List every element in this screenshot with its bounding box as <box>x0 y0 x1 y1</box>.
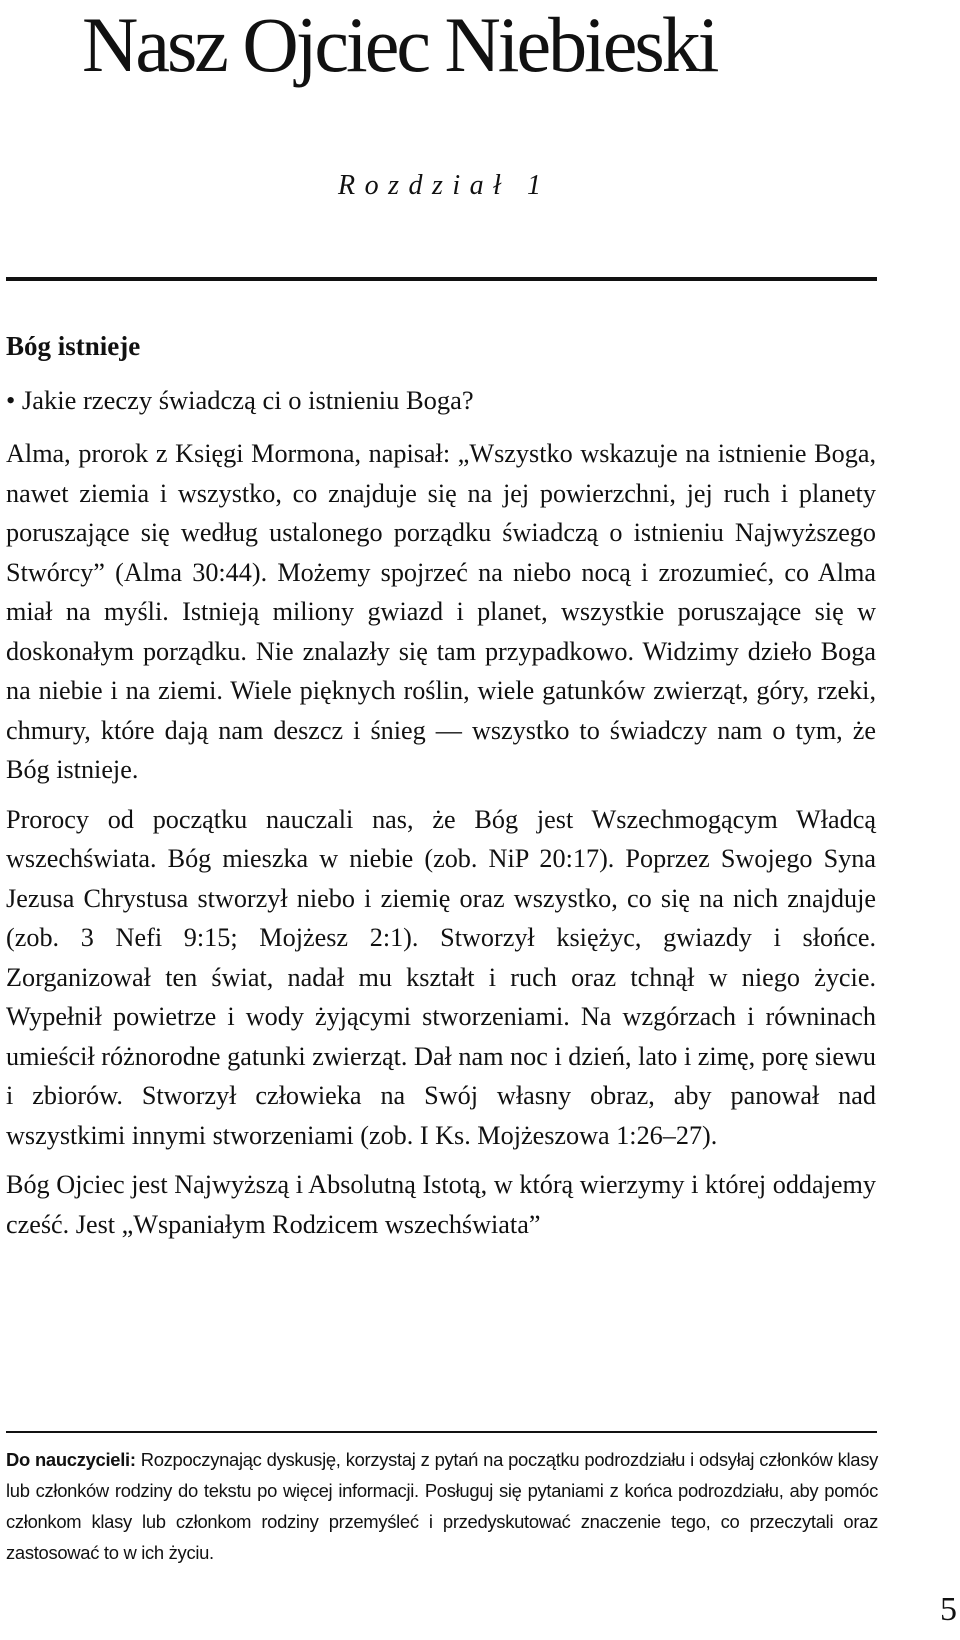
page-title: Nasz Ojciec Niebieski <box>82 1 717 88</box>
body-paragraph: Prorocy od początku nauczali nas, że Bóg jest Wszechmogącym Władcą wszechświata. Bóg mieszka w niebie (zob. NiP 20:17). Poprzez Swojego Syna Jezusa Chrystusa stworzył niebo i ziemię oraz wszystko, co się na nich znajduje (zob. 3 Nefi 9:15; Mojżesz 2:1). Stworzył księżyc, gwiazdy i słońce. Zorganizował ten świat, nadał mu kształt i ruch oraz tchnął w niego życie. Wypełnił powietrze i wody żyjącymi stworzeniami. Na wzgórzach i równinach umieścił różnorodne gatunki zwierząt. Dał nam noc i dzień, lato i zimę, porę siewu i zbiorów. Stworzył człowieka na Swój własny obraz, aby panował nad wszystkimi innymi stworzeniami (zob. I Ks. Mojżeszowa 1:26–27). <box>6 804 876 1150</box>
teacher-note-label: Do nauczycieli: <box>6 1449 136 1470</box>
section-divider <box>6 277 877 281</box>
section-heading: Bóg istnieje <box>6 331 141 361</box>
teacher-note <box>6 1444 878 1568</box>
body-paragraph: Bóg Ojciec jest Najwyższą i Absolutną Istotą, w którą wierzymy i której oddajemy cześć. Jest „Wspaniałym Rodzicem wszechświata” <box>6 1170 876 1239</box>
page-number: 5 <box>940 1591 957 1628</box>
note-divider <box>6 1431 877 1433</box>
body-paragraph: Alma, prorok z Księgi Mormona, napisał: „Wszystko wskazuje na istnienie Boga, nawet ziemia i wszystko, co znajduje się na jej powierzchni, jej ruch i planety poruszające się według ustalonego porządku świadczą o istnieniu Najwyższego Stwórcy” (Alma 30:44). Możemy spojrzeć na niebo nocą i zrozumieć, co Alma miał na myśli. Istnieją miliony gwiazd i planet, wszystkie poruszające się w doskonałym porządku. Nie znalazły się tam przypadkowo. Widzimy dzieło Boga na niebie i na ziemi. Wiele pięknych roślin, wiele gatunków zwierząt, góry, rzeki, chmury, które dają nam deszcz i śnieg — wszystko to świadczy nam o tym, że Bóg istnieje. <box>6 439 876 784</box>
discussion-question: • Jakie rzeczy świadczą ci o istnieniu Boga? <box>6 385 474 415</box>
chapter-label: Rozdział 1 <box>338 170 551 201</box>
teacher-note-text: Rozpoczynając dyskusję, korzystaj z pytań na początku podrozdziału i odsyłaj członków klasy lub członków rodziny do tekstu po więcej informacji. Posługuj się pytaniami z końca podrozdziału, aby pomóc członkom klasy lub członkom rodziny przemyśleć i przedyskutować znaczenie tego, co przeczytali oraz zastosować to w ich życiu. <box>6 1449 878 1563</box>
body-text <box>6 434 876 1254</box>
